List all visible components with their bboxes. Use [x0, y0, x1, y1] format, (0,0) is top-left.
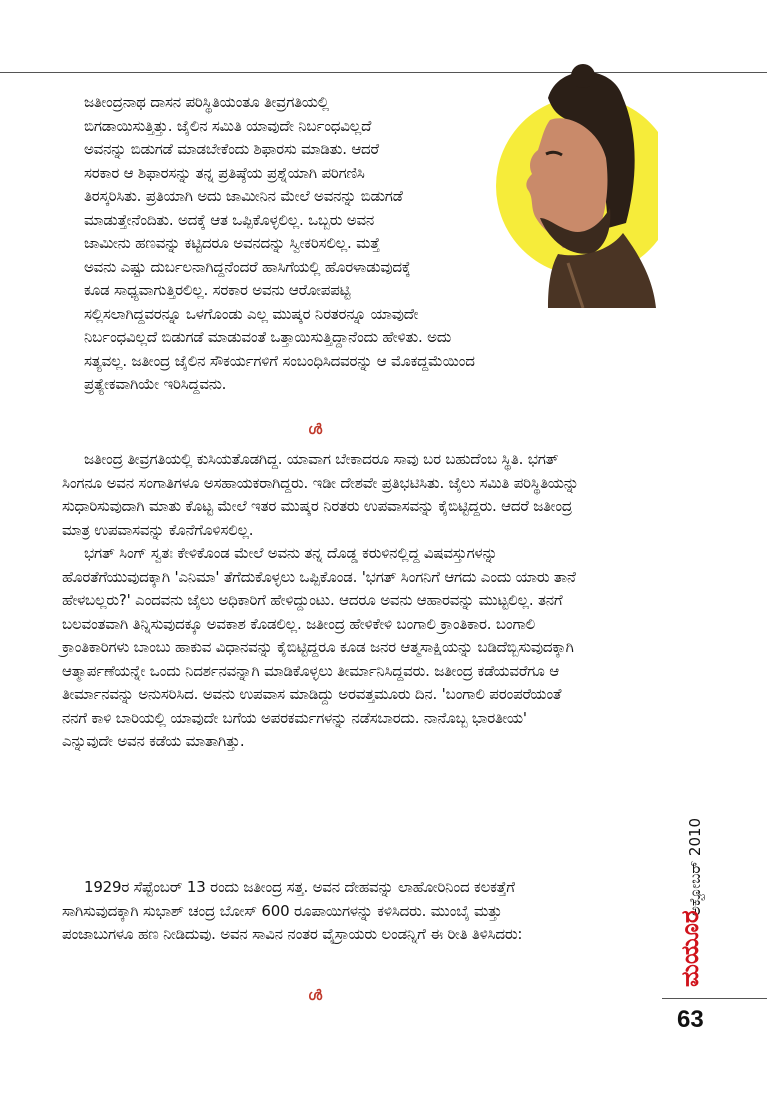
para1-line: ಪ್ರತ್ಯೇಕವಾಗಿಯೇ ಇರಿಸಿದ್ದವನು. [84, 375, 227, 393]
para1-line: ನಿರ್ಬಂಧವಿಲ್ಲದೆ ಬಿಡುಗಡೆ ಮಾಡುವಂತೆ ಒತ್ತಾಯಿಸುತ್ತಿದ್ದಾನೆಂದು ಹೇಳಿತು. ಅದು [84, 328, 452, 346]
para1-line: ಅವನನ್ನು ಬಿಡುಗಡೆ ಮಾಡಬೇಕೆಂದು ಶಿಫಾರಸು ಮಾಡಿತು. ಆದರೆ [84, 140, 379, 158]
section-ornament: ൾ [307, 422, 323, 438]
para1-line: ತಿರಸ್ಕರಿಸಿತು. ಪ್ರತಿಯಾಗಿ ಅದು ಜಾಮೀನಿನ ಮೇಲೆ ಅವನನ್ನು ಬಿಡುಗಡೆ [84, 187, 403, 205]
para1-line: ಮಾಡುತ್ತೇನೆಂದಿತು. ಅದಕ್ಕೆ ಆತ ಒಪ್ಪಿಕೊಳ್ಳಲಿಲ್ಲ. ಒಬ್ಬರು ಅವನ [84, 210, 375, 229]
para1-line: ಬಿಗಡಾಯಿಸುತ್ತಿತ್ತು. ಜೈಲಿನ ಸಮಿತಿ ಯಾವುದೇ ನಿರ್ಬಂಧವಿಲ್ಲದೆ [84, 116, 372, 135]
para1-line: ಜತೀಂದ್ರನಾಥ ದಾಸನ ಪರಿಸ್ಥಿತಿಯಂತೂ ತೀವ್ರಗತಿಯಲ್ಲಿ [84, 93, 329, 111]
paragraph-4-block [62, 876, 542, 947]
para1-line: ಜಾಮೀನು ಹಣವನ್ನು ಕಟ್ಟಿದರೂ ಅವನದನ್ನು ಸ್ವೀಕರಿಸಲಿಲ್ಲ. ಮತ್ತೆ [84, 234, 380, 252]
paragraph-4: 1929ರ ಸೆಪ್ಟೆಂಬರ್ 13 ರಂದು ಜತೀಂದ್ರ ಸತ್ತ. ಅವನ ದೇಹವನ್ನು ಲಾಹೋರಿನಿಂದ ಕಲಕತ್ತೆಗೆ ಸಾಗಿಸುವುದಕ್ಕಾಗಿ ಸುಭಾಶ್ ಚಂದ್ರ ಬೋಸ್ 600 ರೂಪಾಯಿಗಳನ್ನು ಕಳಿಸಿದರು. ಮುಂಬೈ ಮತ್ತು ಪಂಜಾಬುಗಳೂ ಹಣ ನೀಡಿದುವು. ಅವನ ಸಾವಿನ ನಂತರ ವೈಸ್ರಾಯರು ಲಂಡನ್ನಿಗೆ ಈ ರೀತಿ ತಿಳಿಸಿದರು: [62, 878, 523, 943]
para1-line: ಕೂಡ ಸಾಧ್ಯವಾಗುತ್ತಿರಲಿಲ್ಲ. ಸರಕಾರ ಅವನು ಆರೋಪಪಟ್ಟಿ [84, 281, 351, 299]
para1-line: ಸಲ್ಲಿಸಲಾಗಿದ್ದವರನ್ನೂ ಒಳಗೊಂಡು ಎಲ್ಲ ಮುಷ್ಕರ ನಿರತರನ್ನೂ ಯಾವುದೇ [84, 304, 419, 323]
paragraph-3: ಭಗತ್ ಸಿಂಗ್ ಸ್ವತಃ ಕೇಳಿಕೊಂಡ ಮೇಲೆ ಅವನು ತನ್ನ ದೊಡ್ಡ ಕರುಳಿನಲ್ಲಿದ್ದ ವಿಷವಸ್ತುಗಳನ್ನು ಹೊರತೆಗೆಯುವುದಕ್ಕಾಗಿ 'ಎನಿಮಾ' ತೆಗೆದುಕೊಳ್ಳಲು ಒಪ್ಪಿಕೊಂಡ. 'ಭಗತ್ ಸಿಂಗನಿಗೆ ಆಗದು ಎಂದು ಯಾರು ತಾನೆ ಹೇಳಬಲ್ಲರು?' ಎಂದವನು ಜೈಲು ಅಧಿಕಾರಿಗೆ ಹೇಳಿದ್ದುಂಟು. ಆದರೂ ಅವನು ಆಹಾರವನ್ನು ಮುಟ್ಟಲಿಲ್ಲ. ತನಗೆ ಬಲವಂತವಾಗಿ ತಿನ್ನಿಸುವುದಕ್ಕೂ ಅವಕಾಶ ಕೊಡಲಿಲ್ಲ. ಜತೀಂದ್ರ ಹೇಳಿಕೇಳಿ ಬಂಗಾಲಿ ಕ್ರಾಂತಿಕಾರ. ಬಂಗಾಲಿ ಕ್ರಾಂತಿಕಾರಿಗಳು ಬಾಂಬು ಹಾಕುವ ವಿಧಾನವನ್ನು ಕೈಬಿಟ್ಟಿದ್ದರೂ ಕೂಡ ಜನರ ಆತ್ಮಸಾಕ್ಷಿಯನ್ನು ಬಡಿದೆಬ್ಬಿಸುವುದಕ್ಕಾಗಿ ಆತ್ಮಾರ್ಪಣೆಯನ್ನೇ ಒಂದು ನಿದರ್ಶನವನ್ನಾಗಿ ಮಾಡಿಕೊಳ್ಳಲು ತೀರ್ಮಾನಿಸಿದ್ದವರು. ಜತೀಂದ್ರ ಕಡೆಯವರೆಗೂ ಆ ತೀರ್ಮಾನವನ್ನು ಅನುಸರಿಸಿದ. ಅವನು ಉಪವಾಸ ಮಾಡಿದ್ದು ಅರವತ್ತಮೂರು ದಿನ. 'ಬಂಗಾಲಿ ಪರಂಪರೆಯಂತೆ ನನಗೆ ಕಾಳಿ ಬಾರಿಯಲ್ಲಿ ಯಾವುದೇ ಬಗೆಯ ಅಪರಕರ್ಮಗಳನ್ನು ನಡೆಸಬಾರದು. ನಾನೊಬ್ಬ ಭಾರತೀಯ' ಎನ್ನುವುದೇ ಅವನ ಕಡೆಯ ಮಾತಾಗಿತ್ತು. [62, 544, 576, 750]
paragraph-2: ಜತೀಂದ್ರ ತೀವ್ರಗತಿಯಲ್ಲಿ ಕುಸಿಯತೊಡಗಿದ್ದ. ಯಾವಾಗ ಬೇಕಾದರೂ ಸಾವು ಬರ ಬಹುದೆಂಬ ಸ್ಥಿತಿ. ಭಗತ್ ಸಿಂಗನೂ ಅವನ ಸಂಗಾತಿಗಳೂ ಅಸಹಾಯಕರಾಗಿದ್ದರು. ಇಡೀ ದೇಶವೇ ಪ್ರತಿಭಟಿಸಿತು. ಜೈಲು ಸಮಿತಿ ಪರಿಸ್ಥಿತಿಯನ್ನು ಸುಧಾರಿಸುವುದಾಗಿ ಮಾತು ಕೊಟ್ಟ ಮೇಲೆ ಇತರ ಮುಷ್ಕರ ನಿರತರು ಉಪವಾಸವನ್ನು ಕೈಬಿಟ್ಟಿದ್ದರು. ಆದರೆ ಜತೀಂದ್ರ ಮಾತ್ರ ಉಪವಾಸವನ್ನು ಕೊನೆಗೊಳಿಸಲಿಲ್ಲ. [62, 450, 579, 539]
paragraph-1 [62, 91, 582, 397]
issue-date: ಅಕ್ಟೋಬರ್ 2010 [686, 817, 704, 916]
para1-line: ಸರಕಾರ ಆ ಶಿಫಾರಸನ್ನು ತನ್ನ ಪ್ರತಿಷ್ಠೆಯ ಪ್ರಶ್ನೆಯಾಗಿ ಪರಿಗಣಿಸಿ [84, 163, 365, 182]
para1-line: ಸತ್ಯವಲ್ಲ. ಜತೀಂದ್ರ ಜೈಲಿನ ಸೌಕರ್ಯಗಳಿಗೆ ಸಂಬಂಧಿಸಿದವರನ್ನು ಆ ಮೊಕದ್ದಮೆಯಿಂದ [84, 351, 475, 370]
bottom-rule [662, 998, 767, 999]
para1-line: ಅವನು ಎಷ್ಟು ದುರ್ಬಲನಾಗಿದ್ದನೆಂದರೆ ಹಾಸಿಗೆಯಲ್ಲಿ ಹೊರಳಾಡುವುದಕ್ಕೆ [84, 257, 411, 276]
page-number: 63 [677, 1006, 704, 1033]
section-ornament-end: ൾ [307, 988, 323, 1004]
masthead-logo: ಮಯೂರ [676, 910, 704, 987]
paragraph-2-3 [62, 448, 582, 754]
hair-bun [571, 64, 595, 88]
